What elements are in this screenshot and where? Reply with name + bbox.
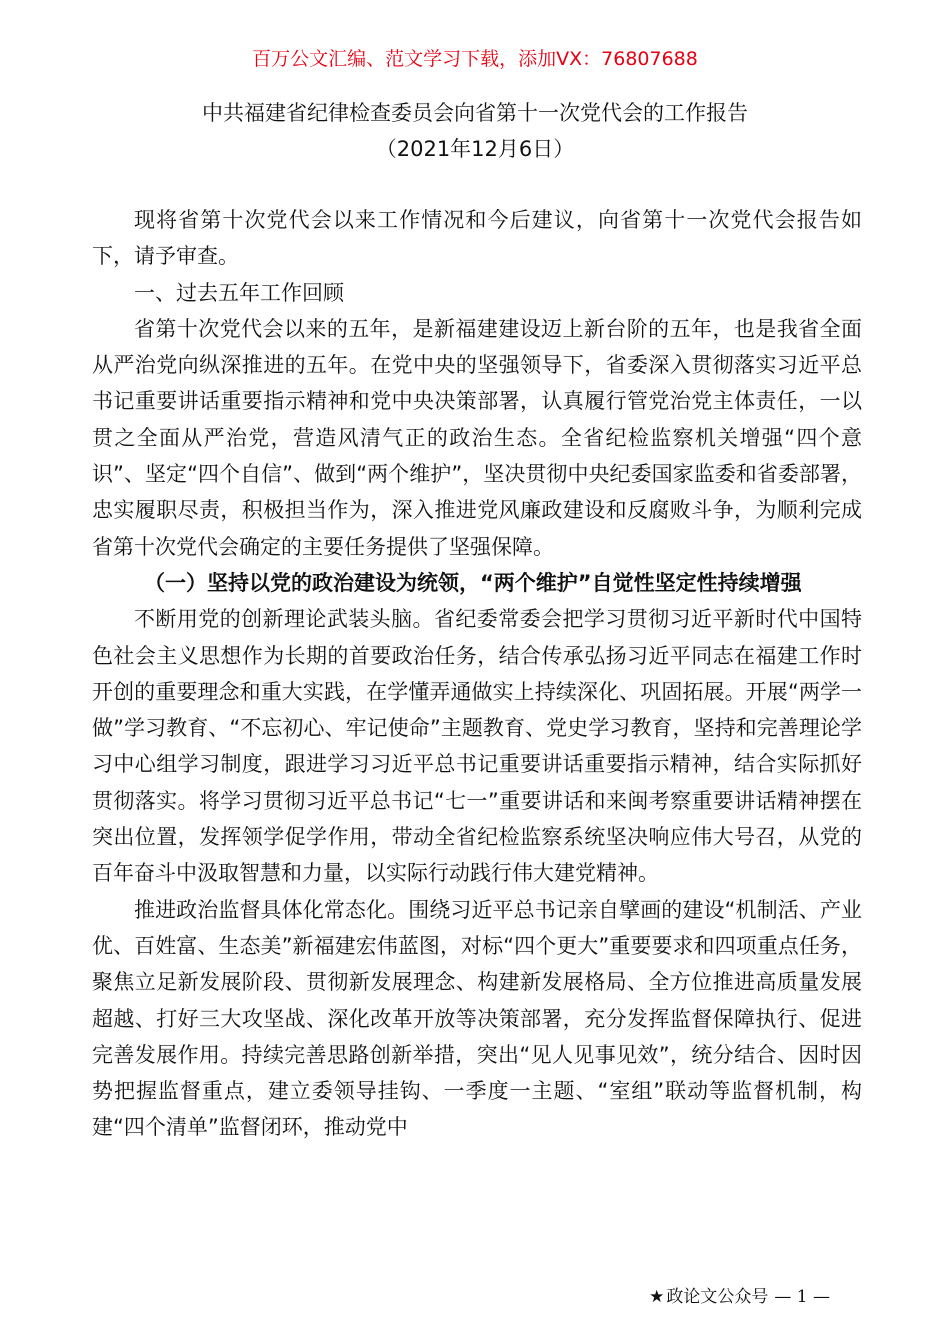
header-banner: 百万公文汇编、范文学习下载，添加VX：76807688 (252, 48, 698, 70)
star-icon: ★ (649, 1287, 665, 1307)
document-date: （2021年12月6日） (375, 137, 575, 161)
document-body (92, 202, 862, 1146)
intro-paragraph: 现将省第十次党代会以来工作情况和今后建议，向省第十一次党代会报告如下，请予审查。 (92, 208, 862, 269)
page-footer (649, 1283, 830, 1311)
section-heading-1: 一、过去五年工作回顾 (134, 280, 344, 305)
document-title: 中共福建省纪律检查委员会向省第十一次党代会的工作报告 (202, 101, 748, 125)
supervision-paragraph: 推进政治监督具体化常态化。围绕习近平总书记亲自擘画的建设“机制活、产业优、百姓富、生态美”新福建宏伟蓝图，对标“四个更大”重要要求和四项重点任务，聚焦立足新发展阶段、贯彻新发展理念、构建新发展格局、全方位推进高质量发展超越、打好三大攻坚战、深化改革开放等决策部署，充分发挥监督保障执行、促进完善发展作用。持续完善思路创新举措，突出“见人见事见效”，统分结合、因时因势把握监督重点，建立委领导挂钩、一季度一主题、“室组”联动等监督机制，构建“四个清单”监督闭环，推动党中 (92, 897, 862, 1140)
review-paragraph: 省第十次党代会以来的五年，是新福建建设迈上新台阶的五年，也是我省全面从严治党向纵深推进的五年。在党中央的坚强领导下，省委深入贯彻落实习近平总书记重要讲话重要指示精神和党中央决策部署，认真履行管党治党主体责任，一以贯之全面从严治党，营造风清气正的政治生态。全省纪检监察机关增强“四个意识”、坚定“四个自信”、做到“两个维护”，坚决贯彻中央纪委国家监委和省委部署，忠实履职尽责，积极担当作为，深入推进党风廉政建设和反腐败斗争，为顺利完成省第十次党代会确定的主要任务提供了坚强保障。 (92, 316, 862, 559)
theory-paragraph: 不断用党的创新理论武装头脑。省纪委常委会把学习贯彻习近平新时代中国特色社会主义思想作为长期的首要政治任务，结合传承弘扬习近平同志在福建工作时开创的重要理念和重大实践，在学懂弄通做实上持续深化、巩固拓展。开展“两学一做”学习教育、“不忘初心、牢记使命”主题教育、党史学习教育，坚持和完善理论学习中心组学习制度，跟进学习习近平总书记重要讲话重要指示精神，结合实际抓好贯彻落实。将学习贯彻习近平总书记“七一”重要讲话和来闽考察重要讲话精神摆在突出位置，发挥领学促学作用，带动全省纪检监察系统坚决响应伟大号召，从党的百年奋斗中汲取智慧和力量，以实际行动践行伟大建党精神。 (92, 607, 862, 886)
subsection-heading-1: （一）坚持以党的政治建设为统领，“两个维护”自觉性坚定性持续增强 (144, 570, 802, 595)
page-number: — 1 — (774, 1287, 830, 1307)
footer-source: 政论文公众号 (666, 1287, 769, 1307)
